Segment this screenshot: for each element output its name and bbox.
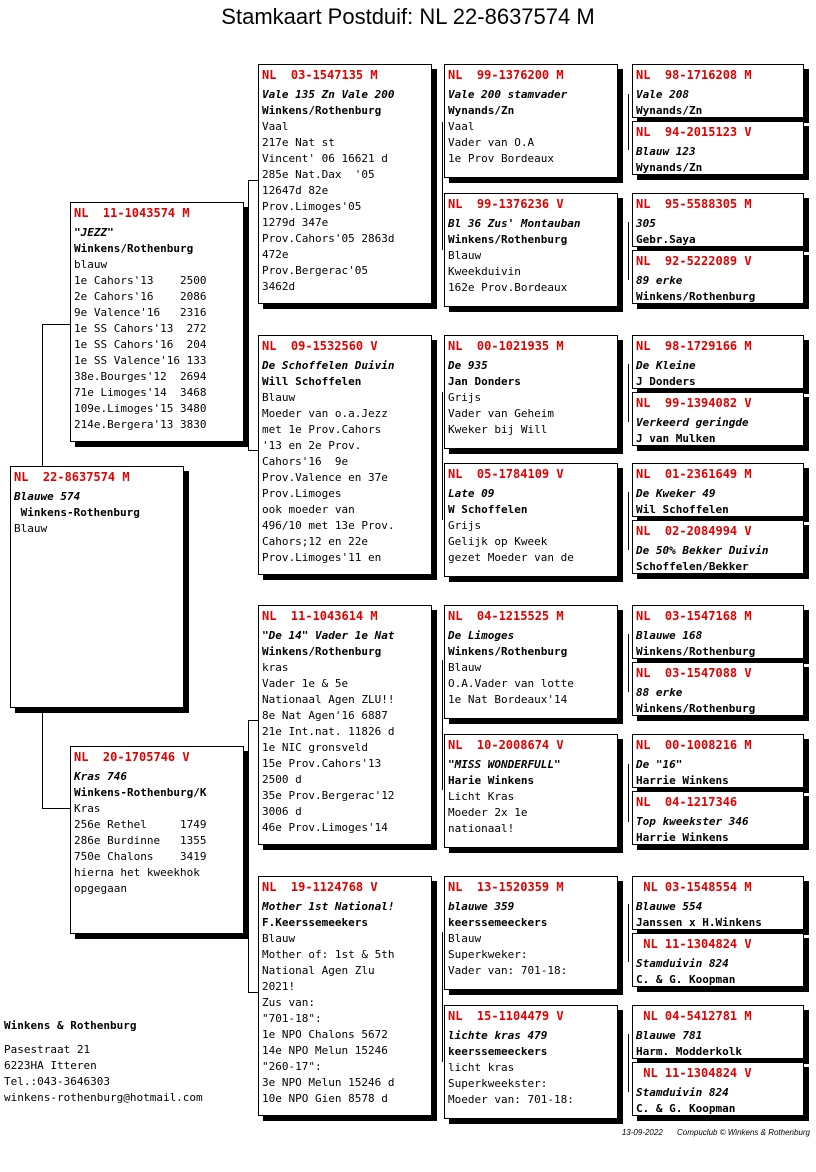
ancestor-card[interactable] — [632, 64, 804, 118]
detail-line: 3462d — [262, 280, 296, 293]
detail-line: 109e.Limoges'15 3480 — [74, 402, 207, 415]
pigeon-name: De 50% Bekker Duivin — [636, 544, 769, 557]
connector-line — [442, 660, 443, 790]
ring-number: NL 04-5412781 M — [636, 1009, 752, 1023]
breeder: keerssemeeckers — [448, 916, 548, 929]
pigeon-name: De "16" — [636, 758, 683, 771]
detail-line: Vaal — [448, 120, 475, 133]
ring-number: NL 94-2015123 V — [636, 125, 752, 139]
connector-line — [628, 94, 629, 150]
breeder: J Donders — [636, 375, 696, 388]
ring-number: NL 04-1217346 — [636, 795, 738, 809]
ancestor-card[interactable] — [632, 876, 804, 930]
detail-line: 1279d 347e — [262, 216, 329, 229]
pigeon-name: Vale 135 Zn Vale 200 — [262, 88, 395, 101]
detail-line: blauw — [74, 258, 108, 271]
pigeon-name: blauwe 359 — [448, 900, 515, 913]
ancestor-card[interactable] — [632, 605, 804, 659]
owner-phone: Tel.:043-3646303 — [4, 1075, 110, 1088]
pigeon-name: Blauwe 168 — [636, 629, 703, 642]
detail-line: 1e Prov Bordeaux — [448, 152, 554, 165]
detail-line: Kweekduivin — [448, 265, 521, 278]
ancestor-card[interactable] — [632, 1062, 804, 1116]
pigeon-name: Blauwe 781 — [636, 1029, 703, 1042]
connector-line — [248, 180, 258, 181]
pigeon-name: 305 — [636, 217, 656, 230]
ancestor-card[interactable] — [632, 933, 804, 987]
connector-line — [42, 808, 72, 809]
pigeon-name: Bl 36 Zus' Montauban — [448, 217, 581, 230]
detail-line: Prov.Valence en 37e — [262, 471, 388, 484]
breeder: Winkens/Rothenburg — [262, 645, 382, 658]
detail-line: 2021! — [262, 980, 296, 993]
detail-line: Prov.Cahors'05 2863d — [262, 232, 395, 245]
ancestor-card[interactable] — [632, 520, 804, 574]
great-grandparent-card[interactable] — [444, 876, 618, 990]
ring-number: NL 11-1043574 M — [74, 206, 190, 220]
detail-line: 162e Prov.Bordeaux — [448, 281, 568, 294]
connector-line — [628, 364, 629, 422]
ring-number: NL 00-1021935 M — [448, 339, 564, 353]
detail-line: 3006 d — [262, 805, 302, 818]
ring-number: NL 13-1520359 M — [448, 880, 564, 894]
detail-line: 1e Nat Bordeaux'14 — [448, 693, 568, 706]
pigeon-name: Kras 746 — [74, 770, 127, 783]
detail-line: 21e Int.nat. 11826 d — [262, 725, 395, 738]
breeder: Winkens/Rothenburg — [636, 645, 756, 658]
ring-number: NL 03-1548554 M — [636, 880, 752, 894]
grandparent-card[interactable] — [258, 876, 432, 1116]
owner-name: Winkens & Rothenburg — [4, 1019, 137, 1032]
detail-line: 46e Prov.Limoges'14 — [262, 821, 388, 834]
detail-line: Blauw — [262, 391, 296, 404]
detail-line: Gelijk op Kweek — [448, 535, 548, 548]
print-date: 13-09-2022 — [621, 1128, 663, 1137]
pigeon-name: Stamduivin 824 — [636, 957, 729, 970]
subject-card[interactable] — [10, 466, 184, 708]
detail-line: O.A.Vader van lotte — [448, 677, 574, 690]
detail-line: Superkweker: — [448, 948, 528, 961]
ring-number: NL 00-1008216 M — [636, 738, 752, 752]
breeder: Wynands/Zn — [636, 104, 703, 117]
page-title: Stamkaart Postduif: NL 22-8637574 M — [221, 4, 595, 29]
ring-number: NL 98-1729166 M — [636, 339, 752, 353]
breeder: Wynands/Zn — [448, 104, 515, 117]
breeder: keerssemeeckers — [448, 1045, 548, 1058]
grandparent-card[interactable] — [258, 64, 432, 304]
pigeon-name: De 935 — [448, 359, 488, 372]
detail-line: Cahors;12 en 22e — [262, 535, 368, 548]
breeder: Janssen x H.Winkens — [636, 916, 762, 929]
detail-line: "701-18": — [262, 1012, 322, 1025]
detail-line: 217e Nat st — [262, 136, 335, 149]
connector-line — [42, 324, 72, 325]
detail-line: licht kras — [448, 1061, 515, 1074]
detail-line: Prov.Limoges'11 en — [262, 551, 382, 564]
ring-number: NL 99-1394082 V — [636, 396, 752, 410]
ancestor-card[interactable] — [632, 662, 804, 716]
detail-line: 10e NPO Gien 8578 d — [262, 1092, 388, 1105]
ring-number: NL 99-1376236 V — [448, 197, 564, 211]
detail-line: Blauw — [14, 522, 48, 535]
detail-line: 1e SS Valence'16 133 — [74, 354, 207, 367]
connector-line — [628, 222, 629, 280]
detail-line: "260-17": — [262, 1060, 322, 1073]
breeder: Will Schoffelen — [262, 375, 362, 388]
detail-line: 496/10 met 13e Prov. — [262, 519, 395, 532]
detail-line: Mother of: 1st & 5th — [262, 948, 395, 961]
grandparent-card[interactable] — [258, 605, 432, 845]
connector-line — [442, 392, 443, 520]
detail-line: Licht Kras — [448, 790, 515, 803]
pigeon-name: 88 erke — [636, 686, 683, 699]
detail-line: Prov.Bergerac'05 — [262, 264, 368, 277]
detail-line: Kras — [74, 802, 101, 815]
breeder: Winkens-Rothenburg — [14, 506, 140, 519]
detail-line: 15e Prov.Cahors'13 — [262, 757, 382, 770]
footer — [610, 1128, 810, 1137]
detail-line: nationaal! — [448, 822, 515, 835]
great-grandparent-card[interactable] — [444, 64, 618, 178]
breeder: Schoffelen/Bekker — [636, 560, 749, 573]
connector-line — [248, 720, 249, 992]
connector-line — [248, 450, 258, 451]
detail-line: hierna het kweekhok — [74, 866, 200, 879]
detail-line: Blauw — [448, 249, 482, 262]
breeder: Gebr.Saya — [636, 233, 696, 246]
pigeon-name: Blauwe 554 — [636, 900, 703, 913]
detail-line: Vader van Geheim — [448, 407, 554, 420]
detail-line: Nationaal Agen ZLU!! — [262, 693, 395, 706]
detail-line: 9e Valence'16 2316 — [74, 306, 207, 319]
connector-line — [248, 180, 249, 450]
breeder: Winkens/Rothenburg — [74, 242, 194, 255]
detail-line: 256e Rethel 1749 — [74, 818, 207, 831]
ring-number: NL 98-1716208 M — [636, 68, 752, 82]
breeder: Harrie Winkens — [636, 831, 729, 844]
breeder: C. & G. Koopman — [636, 973, 736, 986]
detail-line: Cahors'16 9e — [262, 455, 349, 468]
detail-line: Vincent' 06 16621 d — [262, 152, 388, 165]
great-grandparent-card[interactable] — [444, 335, 618, 449]
great-grandparent-card[interactable] — [444, 734, 618, 848]
pigeon-name: "JEZZ" — [74, 226, 114, 239]
detail-line: 214e.Bergera'13 3830 — [74, 418, 207, 431]
detail-line: Zus van: — [262, 996, 315, 1009]
ring-number: NL 05-1784109 V — [448, 467, 564, 481]
pigeon-name: De Schoffelen Duivin — [262, 359, 395, 372]
ring-number: NL 10-2008674 V — [448, 738, 564, 752]
great-grandparent-card[interactable] — [444, 605, 618, 719]
pigeon-name: "MISS WONDERFULL" — [448, 758, 561, 771]
breeder: Winkens/Rothenburg — [448, 645, 568, 658]
detail-line: Grijs — [448, 391, 482, 404]
owner-address: Pasestraat 21 — [4, 1043, 91, 1056]
great-grandparent-card[interactable] — [444, 1005, 618, 1119]
detail-line: kras — [262, 661, 289, 674]
pigeon-name: Late 09 — [448, 487, 495, 500]
detail-line: ook moeder van — [262, 503, 355, 516]
breeder: Wynands/Zn — [636, 161, 703, 174]
ancestor-card[interactable] — [632, 734, 804, 788]
pigeon-name: Stamduivin 824 — [636, 1086, 729, 1099]
owner-info — [4, 1018, 203, 1106]
detail-line: 14e NPO Melun 15246 — [262, 1044, 388, 1057]
detail-line: 472e — [262, 248, 289, 261]
ring-number: NL 11-1043614 M — [262, 609, 378, 623]
detail-line: Vaal — [262, 120, 289, 133]
ring-number: NL 02-2084994 V — [636, 524, 752, 538]
pigeon-name: Top kweekster 346 — [636, 815, 749, 828]
detail-line: Moeder van o.a.Jezz — [262, 407, 388, 420]
detail-line: 1e NIC gronsveld — [262, 741, 368, 754]
connector-line — [628, 904, 629, 962]
ancestor-card[interactable] — [632, 791, 804, 845]
connector-line — [442, 122, 443, 250]
great-grandparent-card[interactable] — [444, 193, 618, 307]
ring-number: NL 01-2361649 M — [636, 467, 752, 481]
detail-line: Moeder van: 701-18: — [448, 1093, 574, 1106]
detail-line: 12647d 82e — [262, 184, 329, 197]
detail-line: '13 en 2e Prov. — [262, 439, 362, 452]
great-grandparent-card[interactable] — [444, 463, 618, 577]
breeder: C. & G. Koopman — [636, 1102, 736, 1115]
ancestor-card[interactable] — [632, 250, 804, 304]
breeder: Harie Winkens — [448, 774, 535, 787]
ring-number: NL 11-1304824 V — [636, 937, 752, 951]
detail-line: 286e Burdinne 1355 — [74, 834, 207, 847]
detail-line: Vader van O.A — [448, 136, 535, 149]
pigeon-name: De Limoges — [448, 629, 515, 642]
detail-line: Prov.Limoges — [262, 487, 342, 500]
detail-line: opgegaan — [74, 882, 127, 895]
breeder: Jan Donders — [448, 375, 521, 388]
connector-line — [628, 764, 629, 822]
breeder: W Schoffelen — [448, 503, 528, 516]
ancestor-card[interactable] — [632, 463, 804, 517]
connector-line — [442, 932, 443, 1062]
breeder: Wil Schoffelen — [636, 503, 729, 516]
detail-line: 1e NPO Chalons 5672 — [262, 1028, 388, 1041]
dam-card[interactable] — [70, 746, 244, 934]
breeder: Winkens/Rothenburg — [636, 702, 756, 715]
detail-line: Prov.Limoges'05 — [262, 200, 362, 213]
breeder: Winkens/Rothenburg — [636, 290, 756, 303]
detail-line: Blauw — [448, 932, 482, 945]
detail-line: 1e SS Cahors'16 204 — [74, 338, 207, 351]
ring-number: NL 03-1547135 M — [262, 68, 378, 82]
connector-line — [42, 708, 43, 808]
pigeon-name: Blauwe 574 — [14, 490, 81, 503]
ring-number: NL 09-1532560 V — [262, 339, 378, 353]
detail-line: 750e Chalons 3419 — [74, 850, 207, 863]
ring-number: NL 19-1124768 V — [262, 880, 378, 894]
detail-line: 3e NPO Melun 15246 d — [262, 1076, 395, 1089]
pigeon-name: lichte kras 479 — [448, 1029, 548, 1042]
sire-card[interactable] — [70, 202, 244, 442]
breeder: J van Mulken — [636, 432, 716, 445]
pigeon-name: De Kleine — [636, 359, 696, 372]
detail-line: Blauw — [262, 932, 296, 945]
detail-line: gezet Moeder van de — [448, 551, 574, 564]
ring-number: NL 03-1547168 M — [636, 609, 752, 623]
detail-line: Superkweekster: — [448, 1077, 548, 1090]
ring-number: NL 11-1304824 V — [636, 1066, 752, 1080]
connector-line — [628, 634, 629, 692]
detail-line: 1e Cahors'13 2500 — [74, 274, 207, 287]
detail-line: 8e Nat Agen'16 6887 — [262, 709, 388, 722]
ancestor-card[interactable] — [632, 193, 804, 247]
connector-line — [42, 324, 43, 468]
detail-line: 35e Prov.Bergerac'12 — [262, 789, 395, 802]
pigeon-name: Vale 200 stamvader — [448, 88, 568, 101]
ancestor-card[interactable] — [632, 392, 804, 446]
breeder: F.Keerssemeekers — [262, 916, 368, 929]
detail-line: National Agen Zlu — [262, 964, 375, 977]
detail-line: met 1e Prov.Cahors — [262, 423, 382, 436]
detail-line: 2e Cahors'16 2086 — [74, 290, 207, 303]
grandparent-card[interactable] — [258, 335, 432, 575]
ring-number: NL 03-1547088 V — [636, 666, 752, 680]
detail-line: Grijs — [448, 519, 482, 532]
connector-line — [628, 1034, 629, 1092]
ancestor-card[interactable] — [632, 1005, 804, 1059]
detail-line: Kweker bij Will — [448, 423, 548, 436]
ring-number: NL 99-1376200 M — [448, 68, 564, 82]
ring-number: NL 04-1215525 M — [448, 609, 564, 623]
pigeon-name: Blauw 123 — [636, 145, 696, 158]
breeder: Winkens-Rothenburg/K — [74, 786, 207, 799]
pigeon-name: Mother 1st National! — [262, 900, 395, 913]
detail-line: 1e SS Cahors'13 272 — [74, 322, 207, 335]
owner-email[interactable]: winkens-rothenburg@hotmail.com — [4, 1091, 203, 1104]
ancestor-card[interactable] — [632, 121, 804, 175]
pigeon-name: Vale 208 — [636, 88, 689, 101]
pigeon-name: Verkeerd geringde — [636, 416, 749, 429]
ring-number: NL 20-1705746 V — [74, 750, 190, 764]
detail-line: Vader 1e & 5e — [262, 677, 349, 690]
pigeon-name: 89 erke — [636, 274, 683, 287]
detail-line: Blauw — [448, 661, 482, 674]
connector-line — [248, 992, 258, 993]
connector-line — [628, 492, 629, 550]
detail-line: Vader van: 701-18: — [448, 964, 568, 977]
breeder: Harm. Modderkolk — [636, 1045, 742, 1058]
ring-number: NL 22-8637574 M — [14, 470, 130, 484]
ancestor-card[interactable] — [632, 335, 804, 389]
detail-line: Moeder 2x 1e — [448, 806, 528, 819]
credit: Compuclub © Winkens & Rothenburg — [677, 1128, 810, 1137]
ring-number: NL 95-5588305 M — [636, 197, 752, 211]
detail-line: 38e.Bourges'12 2694 — [74, 370, 207, 383]
pigeon-name: De Kweker 49 — [636, 487, 716, 500]
breeder: Winkens/Rothenburg — [448, 233, 568, 246]
ring-number: NL 92-5222089 V — [636, 254, 752, 268]
detail-line: 2500 d — [262, 773, 302, 786]
detail-line: 285e Nat.Dax '05 — [262, 168, 375, 181]
detail-line: 71e Limoges'14 3468 — [74, 386, 207, 399]
ring-number: NL 15-1104479 V — [448, 1009, 564, 1023]
connector-line — [248, 720, 258, 721]
owner-city: 6223HA Itteren — [4, 1059, 97, 1072]
pigeon-name: "De 14" Vader 1e Nat — [262, 629, 395, 642]
breeder: Winkens/Rothenburg — [262, 104, 382, 117]
breeder: Harrie Winkens — [636, 774, 729, 787]
